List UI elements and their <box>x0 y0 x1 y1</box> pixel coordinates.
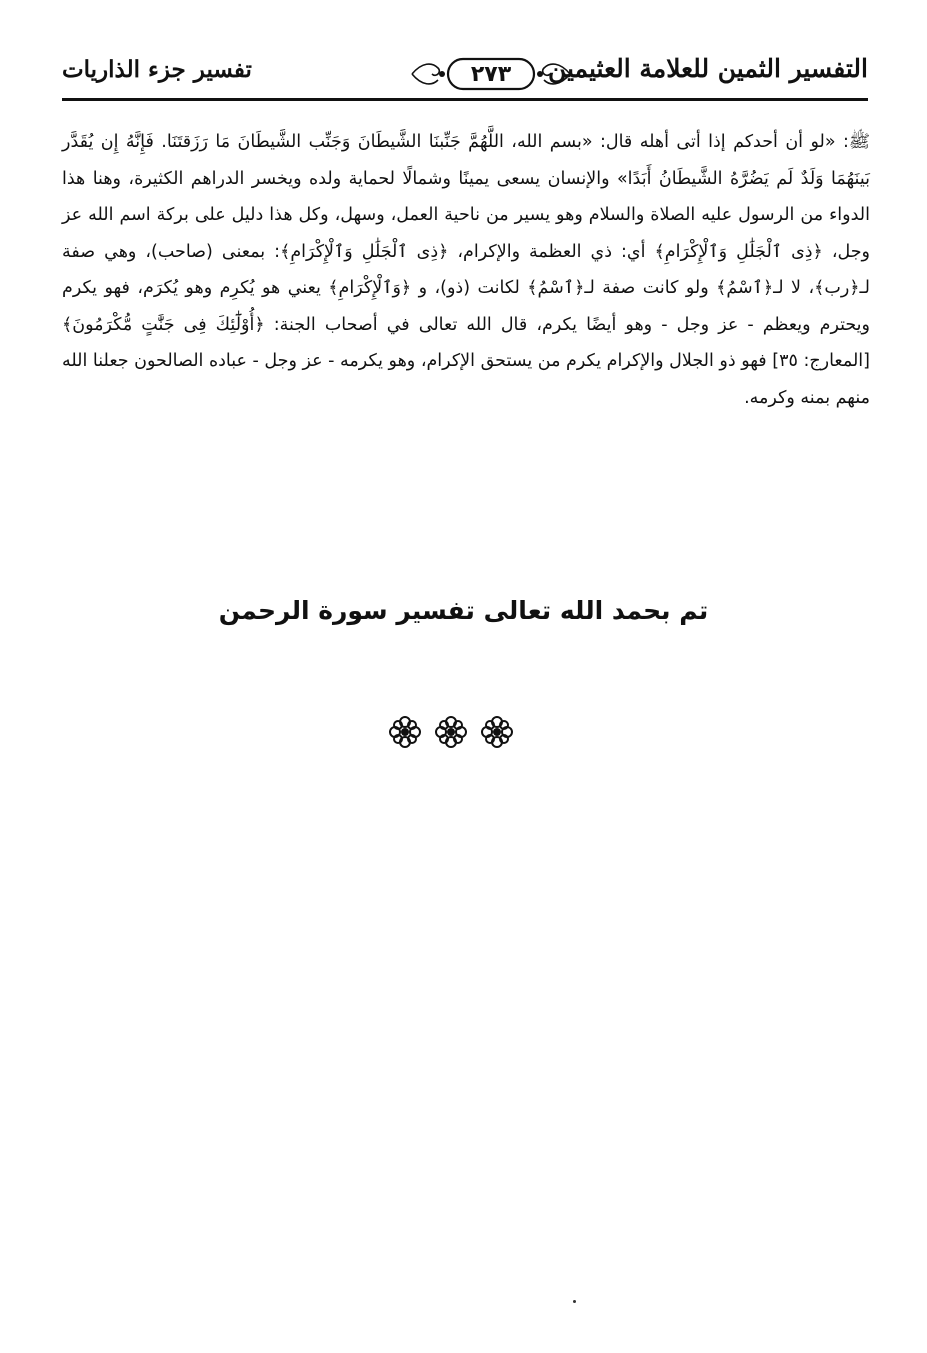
closing-line: تم بحمد الله تعالى تفسير سورة الرحمن <box>218 596 709 625</box>
body-paragraph: ﷺ: «لو أن أحدكم إذا أتى أهله قال: «بسم الله، اللَّهُمَّ جَنِّبنَا الشَّيطَانَ وَجَنِّب الشَّيطَانَ مَا رَزَقتَنَا. فَإِنَّهُ إِن يُقَدَّر بَينَهُمَا وَلَدٌ لَم يَضُرَّهُ الشَّيطَانُ أَبَدًا» والإنسان يسعى يمينًا وشمالًا لحماية ولده ويخسر الدراهم الكثيرة، وهنا هذا الدواء من الرسول عليه الصلاة والسلام وهو يسير من ناحية العمل، وسهل، وكل هذا دليل على بركة اسم الله عز وجل، ﴿ذِى ٱلْجَلَٰلِ وَٱلْإِكْرَامِ﴾ أي: ذي العظمة والإكرام، ﴿ذِى ٱلْجَلَٰلِ وَٱلْإِكْرَامِ﴾: بمعنى (صاحب)، وهي صفة لـ﴿رب﴾، لا لـ﴿ٱسْمُ﴾ ولو كانت صفة لـ﴿ٱسْمُ﴾ لكانت (ذو)، و ﴿وَٱلْإِكْرَامِ﴾ يعني هو يُكرِم وهو يُكرَم، فهو يكرم ويحترم ويعظم - عز وجل - وهو أيضًا يكرم، قال الله تعالى في أصحاب الجنة: ﴿أُوْلَٰٓئِكَ فِى جَنَّٰتٍ مُّكْرَمُونَ﴾ [المعارج: ٣٥] فهو ذو الجلال والإكرام يكرم من يستحق الإكرام، وهو يكرمه - عز وجل - عباده الصالحون جعلنا الله منهم بمنه وكرمه. <box>62 132 870 408</box>
part-title: تفسير جزء الذاريات <box>62 56 252 83</box>
flower-ornament-icon <box>481 716 513 748</box>
header-rule <box>62 98 868 101</box>
page-header <box>62 52 868 96</box>
page-number: ٢٧٣ <box>470 62 512 87</box>
page-speck <box>573 1300 576 1303</box>
flower-ornament-icon <box>435 716 467 748</box>
ornament-row <box>389 716 513 748</box>
book-title: التفسير الثمين للعلامة العثيمين <box>547 54 868 83</box>
flower-ornament-icon <box>389 716 421 748</box>
page-number-frame <box>408 54 574 94</box>
